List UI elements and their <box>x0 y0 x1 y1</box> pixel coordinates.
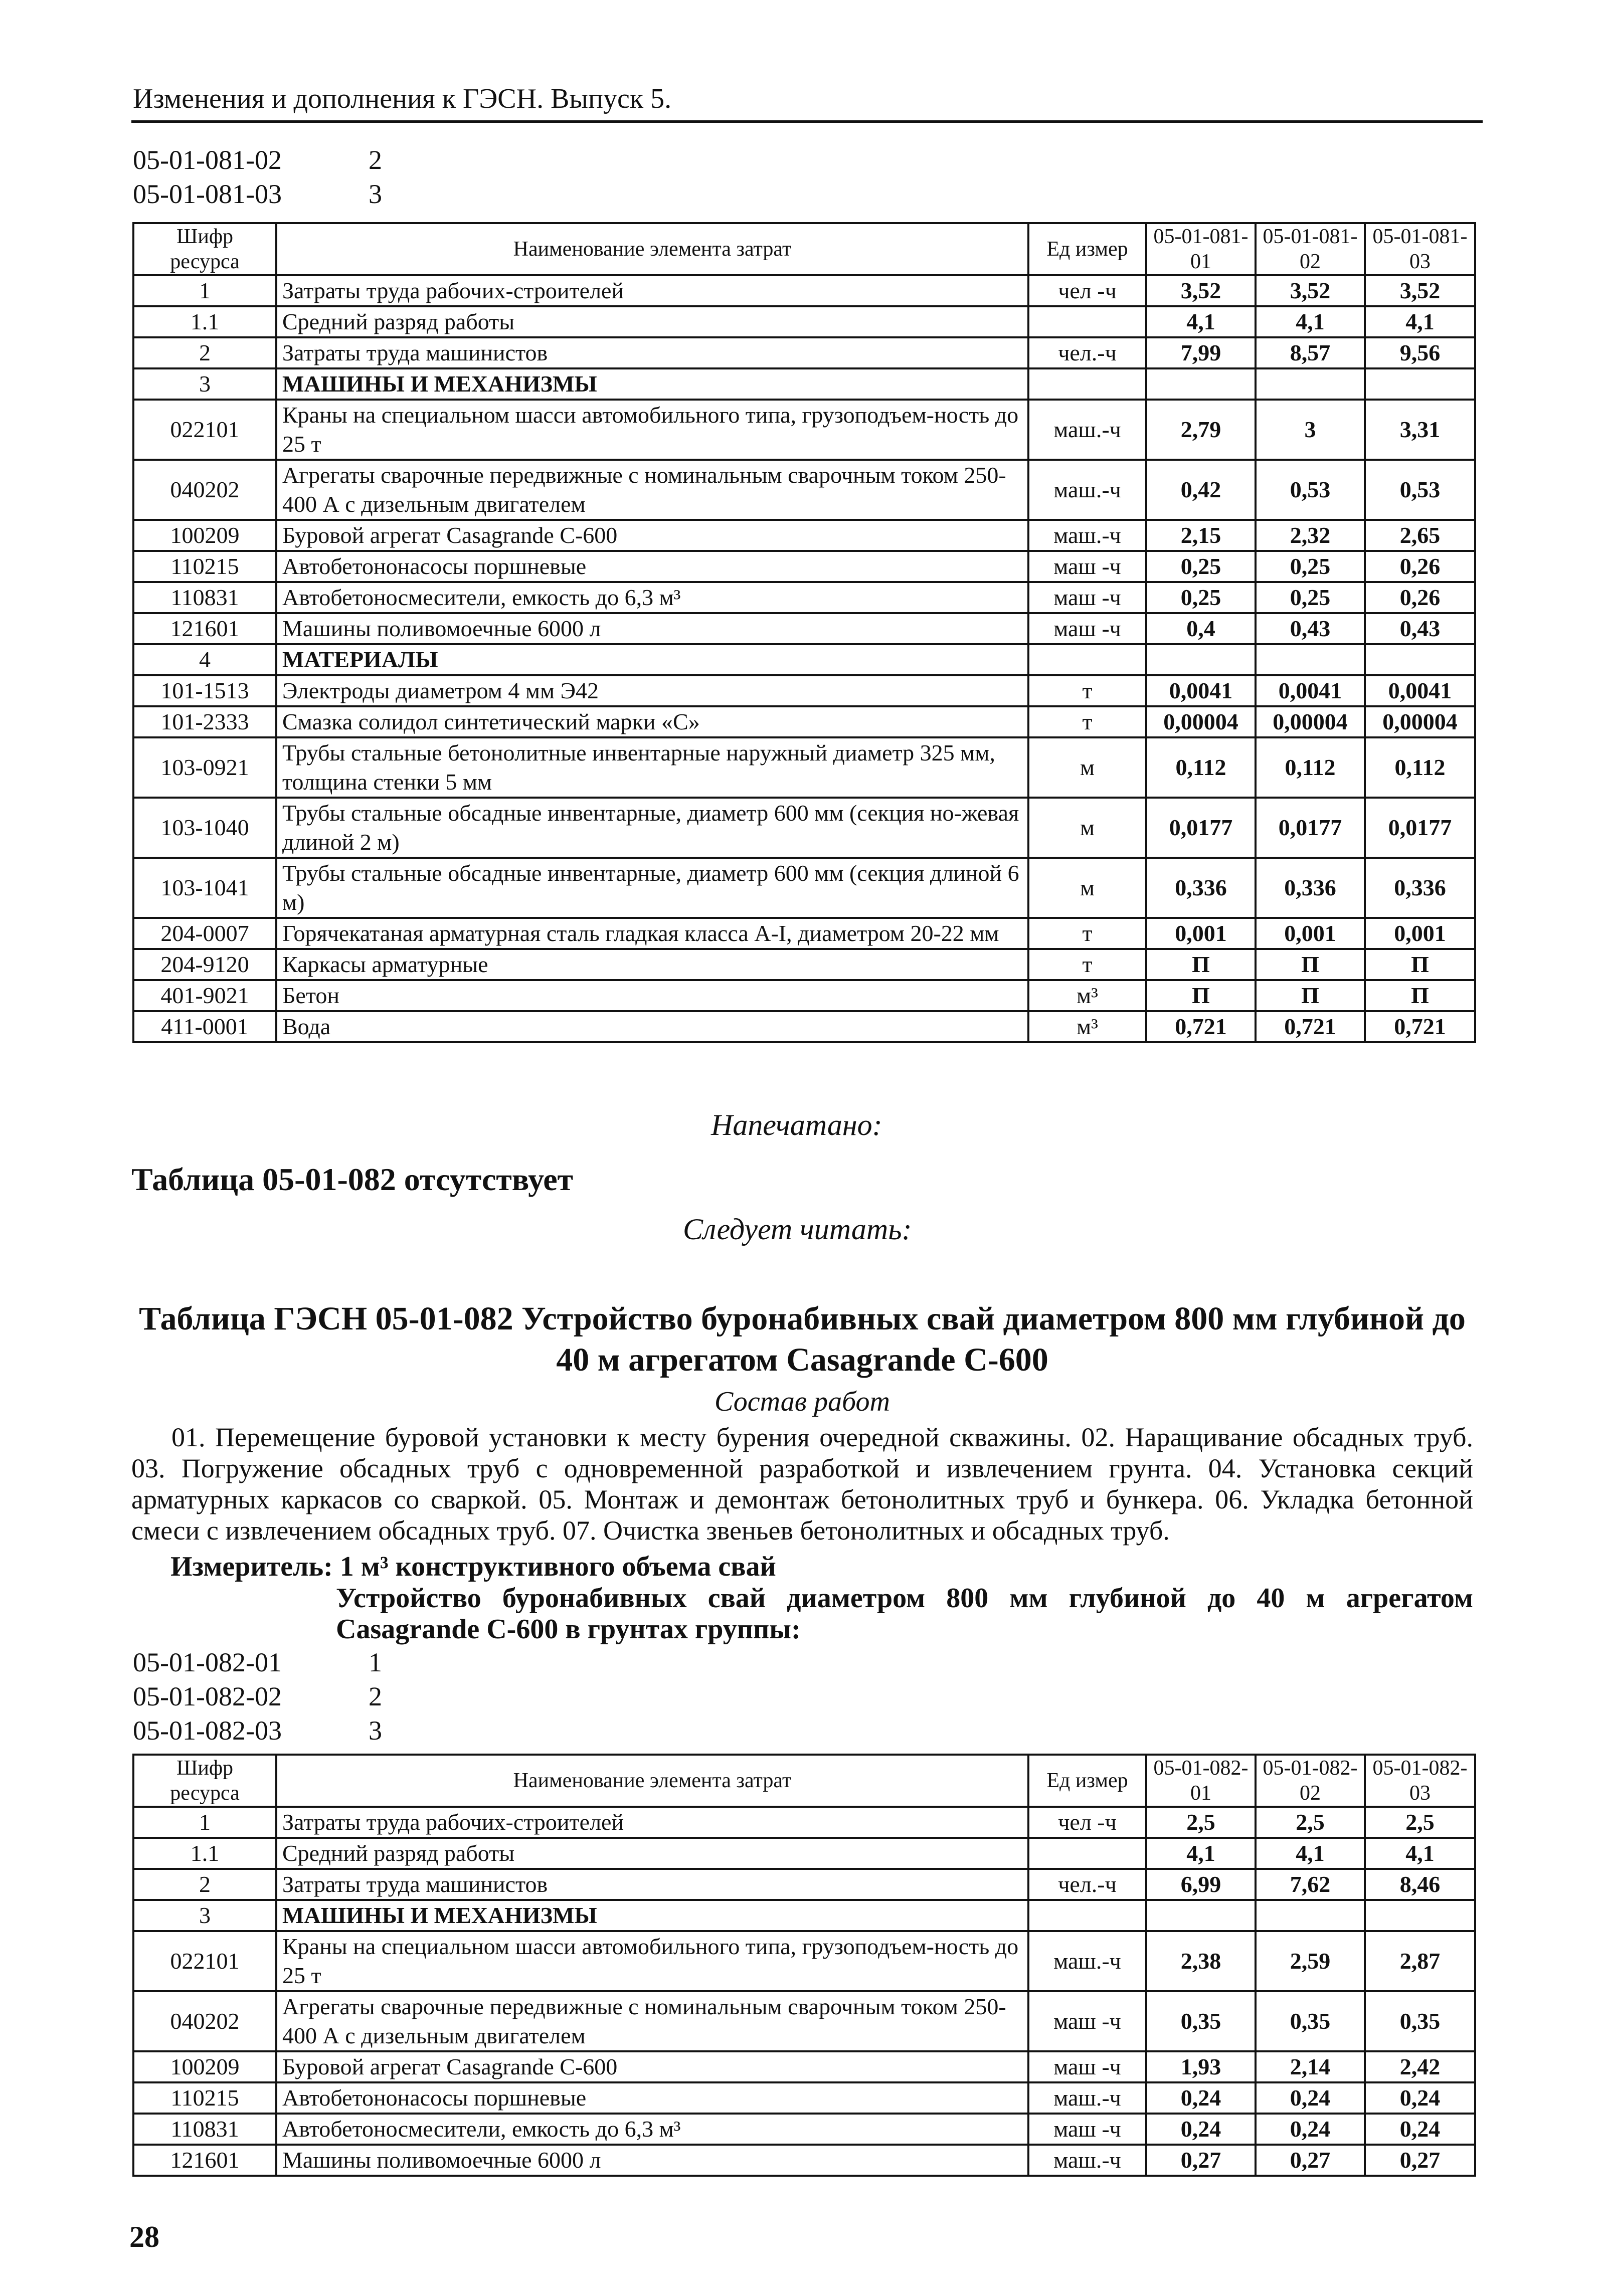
resource-code: 2 <box>133 1869 276 1900</box>
code-value: 05-01-082-03 <box>133 1715 282 1746</box>
value-col-1: 0,25 <box>1146 551 1256 582</box>
value-col-1: 0,27 <box>1146 2145 1256 2176</box>
resource-code: 110215 <box>133 551 276 582</box>
value-col-2: 0,112 <box>1256 737 1365 798</box>
table-row <box>133 798 1475 858</box>
resource-code: 1.1 <box>133 1838 276 1869</box>
table-row <box>133 980 1475 1011</box>
value-col-3: 0,26 <box>1365 582 1475 613</box>
resource-name: Средний разряд работы <box>276 306 1028 337</box>
table-row <box>133 2082 1475 2114</box>
table-row <box>133 306 1475 337</box>
value-col-2: 0,001 <box>1256 918 1365 949</box>
unit-cell <box>1028 644 1146 675</box>
value-col-2: 0,43 <box>1256 613 1365 644</box>
table-row <box>133 582 1475 613</box>
value-col-1 <box>1146 368 1256 400</box>
value-col-2: 7,62 <box>1256 1869 1365 1900</box>
unit-cell: маш.-ч <box>1028 1931 1146 1991</box>
unit-cell: м <box>1028 858 1146 918</box>
resource-code: 040202 <box>133 460 276 520</box>
code-value: 05-01-081-03 <box>133 179 282 209</box>
value-col-3: 2,42 <box>1365 2051 1475 2082</box>
value-col-1: 2,5 <box>1146 1807 1256 1838</box>
resource-name: Агрегаты сварочные передвижные с номинальным сварочным током 250-400 А с дизельным двигателем <box>276 460 1028 520</box>
header-rule <box>131 120 1483 123</box>
table-title: Таблица ГЭСН 05-01-082 Устройство буронабивных свай диаметром 800 мм глубиной до 40 м агрегатом Casagrande С-600 <box>139 1300 1466 1378</box>
unit-cell <box>1028 1838 1146 1869</box>
unit-cell: т <box>1028 949 1146 980</box>
resource-code: 022101 <box>133 400 276 460</box>
value-col-1: 0,00004 <box>1146 706 1256 737</box>
work-composition-text: 01. Перемещение буровой установки к месту бурения очередной скважины. 02. Наращивание обсадных труб. 03. Погружение обсадных труб с одновременной разработкой и извлечением грунта. 04. Установка секций арматурных каркасов со сваркой. 05. Монтаж и демонтаж бетонолитных труб и бункера. 06. Укладка бетонной смеси с извлечением обсадных труб. 07. Очистка звеньев бетонолитных и обсадных труб. <box>131 1422 1473 1546</box>
resource-code: 204-9120 <box>133 949 276 980</box>
table-row <box>133 1807 1475 1838</box>
resource-name: Краны на специальном шасси автомобильного типа, грузоподъем-ность до 25 т <box>276 400 1028 460</box>
value-col-2: 3,52 <box>1256 275 1365 306</box>
group-number: 3 <box>369 179 382 209</box>
value-col-1: 0,721 <box>1146 1011 1256 1042</box>
unit-cell: маш -ч <box>1028 1991 1146 2051</box>
header-col-3: 05-01-082-03 <box>1365 1755 1475 1807</box>
resource-name: Автобетоносмесители, емкость до 6,3 м³ <box>276 582 1028 613</box>
unit-cell: маш -ч <box>1028 551 1146 582</box>
unit-cell: т <box>1028 706 1146 737</box>
table-row <box>133 858 1475 918</box>
value-col-1: 2,38 <box>1146 1931 1256 1991</box>
unit-cell: маш.-ч <box>1028 400 1146 460</box>
value-col-1: П <box>1146 949 1256 980</box>
unit-cell: маш.-ч <box>1028 520 1146 551</box>
value-col-3: П <box>1365 949 1475 980</box>
value-col-2: 2,14 <box>1256 2051 1365 2082</box>
resource-code: 101-1513 <box>133 675 276 706</box>
unit-cell: чел -ч <box>1028 275 1146 306</box>
value-col-3: 0,27 <box>1365 2145 1475 2176</box>
resource-name: Смазка солидол синтетический марки «С» <box>276 706 1028 737</box>
resource-code: 1 <box>133 275 276 306</box>
table-row <box>133 1991 1475 2051</box>
value-col-1: 3,52 <box>1146 275 1256 306</box>
unit-cell: т <box>1028 675 1146 706</box>
resource-code: 040202 <box>133 1991 276 2051</box>
resource-name: Агрегаты сварочные передвижные с номинальным сварочным током 250-400 А с дизельным двигателем <box>276 1991 1028 2051</box>
value-col-3: 0,35 <box>1365 1991 1475 2051</box>
unit-cell: маш -ч <box>1028 2114 1146 2145</box>
value-col-3: 0,0041 <box>1365 675 1475 706</box>
value-col-1: 0,112 <box>1146 737 1256 798</box>
group-number: 1 <box>369 1647 382 1677</box>
value-col-3 <box>1365 368 1475 400</box>
unit-cell: чел -ч <box>1028 1807 1146 1838</box>
value-col-2: 0,25 <box>1256 551 1365 582</box>
resource-name: Бетон <box>276 980 1028 1011</box>
code-row <box>133 1713 382 1748</box>
resource-code: 3 <box>133 1900 276 1931</box>
value-col-3: 2,5 <box>1365 1807 1475 1838</box>
table-row <box>133 1838 1475 1869</box>
table-header-row <box>133 223 1475 275</box>
value-col-3: 3,52 <box>1365 275 1475 306</box>
table-body <box>133 1807 1475 2176</box>
value-col-2: 0,27 <box>1256 2145 1365 2176</box>
value-col-1: 0,42 <box>1146 460 1256 520</box>
printed-label: Напечатано: <box>711 1108 882 1141</box>
value-col-1: 4,1 <box>1146 306 1256 337</box>
table-body <box>133 275 1475 1042</box>
resource-name: Машины поливомоечные 6000 л <box>276 613 1028 644</box>
resource-name: Краны на специальном шасси автомобильного типа, грузоподъем-ность до 25 т <box>276 1931 1028 1991</box>
value-col-3: 3,31 <box>1365 400 1475 460</box>
resource-name: Трубы стальные обсадные инвентарные, диаметр 600 мм (секция длиной 6 м) <box>276 858 1028 918</box>
resource-name: Трубы стальные обсадные инвентарные, диаметр 600 мм (секция но-жевая длиной 2 м) <box>276 798 1028 858</box>
work-composition-title: Состав работ <box>715 1386 890 1417</box>
value-col-3: 8,46 <box>1365 1869 1475 1900</box>
resource-code: 103-1040 <box>133 798 276 858</box>
value-col-3: 2,65 <box>1365 520 1475 551</box>
section-row <box>133 1900 1475 1931</box>
section-row <box>133 644 1475 675</box>
value-col-3: 0,43 <box>1365 613 1475 644</box>
value-col-3: 0,00004 <box>1365 706 1475 737</box>
value-col-2: 0,0041 <box>1256 675 1365 706</box>
section-row <box>133 368 1475 400</box>
code-value: 05-01-082-02 <box>133 1681 282 1711</box>
value-col-1: 6,99 <box>1146 1869 1256 1900</box>
value-col-1: 2,15 <box>1146 520 1256 551</box>
value-col-1: 1,93 <box>1146 2051 1256 2082</box>
value-col-2: 2,5 <box>1256 1807 1365 1838</box>
value-col-2: 8,57 <box>1256 337 1365 368</box>
unit-cell: м <box>1028 798 1146 858</box>
value-col-3: П <box>1365 980 1475 1011</box>
table-row <box>133 2145 1475 2176</box>
unit-cell <box>1028 368 1146 400</box>
value-col-2: 2,59 <box>1256 1931 1365 1991</box>
value-col-1: 0,0177 <box>1146 798 1256 858</box>
resource-name: Автобетононасосы поршневые <box>276 551 1028 582</box>
unit-cell <box>1028 1900 1146 1931</box>
table-row <box>133 613 1475 644</box>
value-col-1 <box>1146 1900 1256 1931</box>
code-list-082 <box>133 1645 382 1748</box>
resource-code: 1 <box>133 1807 276 1838</box>
value-col-2: 0,24 <box>1256 2114 1365 2145</box>
value-col-2: 0,00004 <box>1256 706 1365 737</box>
header-col-1: 05-01-081-01 <box>1146 223 1256 275</box>
resource-name: Электроды диаметром 4 мм Э42 <box>276 675 1028 706</box>
group-number: 3 <box>369 1715 382 1746</box>
unit-cell <box>1028 306 1146 337</box>
value-col-3 <box>1365 1900 1475 1931</box>
resource-code: 110831 <box>133 582 276 613</box>
value-col-3 <box>1365 644 1475 675</box>
resource-table-082 <box>132 1754 1476 2177</box>
resource-code: 2 <box>133 337 276 368</box>
header-col-3: 05-01-081-03 <box>1365 223 1475 275</box>
unit-cell: м³ <box>1028 1011 1146 1042</box>
resource-code: 100209 <box>133 520 276 551</box>
value-col-2: 0,0177 <box>1256 798 1365 858</box>
code-row <box>133 143 382 177</box>
value-col-1: 7,99 <box>1146 337 1256 368</box>
value-col-2: 0,24 <box>1256 2082 1365 2114</box>
unit-cell: маш.-ч <box>1028 2082 1146 2114</box>
unit-cell: маш -ч <box>1028 582 1146 613</box>
value-col-2: П <box>1256 980 1365 1011</box>
value-col-1: 4,1 <box>1146 1838 1256 1869</box>
resource-name: Затраты труда машинистов <box>276 1869 1028 1900</box>
resource-name: Вода <box>276 1011 1028 1042</box>
unit-cell: м³ <box>1028 980 1146 1011</box>
resource-code: 101-2333 <box>133 706 276 737</box>
value-col-3: 0,721 <box>1365 1011 1475 1042</box>
value-col-3: 0,53 <box>1365 460 1475 520</box>
resource-name: Буровой агрегат Casagrande С-600 <box>276 520 1028 551</box>
resource-code: 121601 <box>133 613 276 644</box>
unit-cell: маш -ч <box>1028 613 1146 644</box>
table-row <box>133 1931 1475 1991</box>
resource-code: 103-1041 <box>133 858 276 918</box>
value-col-2 <box>1256 368 1365 400</box>
table-row <box>133 949 1475 980</box>
header-unit: Ед измер <box>1028 1755 1146 1807</box>
value-col-2: 4,1 <box>1256 306 1365 337</box>
resource-code: 4 <box>133 644 276 675</box>
resource-name: МАШИНЫ И МЕХАНИЗМЫ <box>276 1900 1028 1931</box>
table-row <box>133 1869 1475 1900</box>
value-col-1: П <box>1146 980 1256 1011</box>
unit-cell: маш.-ч <box>1028 460 1146 520</box>
top-code-list <box>133 143 382 211</box>
resource-code: 411-0001 <box>133 1011 276 1042</box>
value-col-2 <box>1256 1900 1365 1931</box>
value-col-3: 0,26 <box>1365 551 1475 582</box>
header-code: Шифр ресурса <box>133 223 276 275</box>
code-value: 05-01-082-01 <box>133 1647 282 1677</box>
value-col-1: 0,0041 <box>1146 675 1256 706</box>
resource-code: 100209 <box>133 2051 276 2082</box>
resource-name: Средний разряд работы <box>276 1838 1028 1869</box>
resource-name: Машины поливомоечные 6000 л <box>276 2145 1028 2176</box>
unit-cell: маш -ч <box>1028 2051 1146 2082</box>
resource-code: 401-9021 <box>133 980 276 1011</box>
resource-name: Затраты труда машинистов <box>276 337 1028 368</box>
page-number: 28 <box>129 2220 159 2253</box>
value-col-2: 0,53 <box>1256 460 1365 520</box>
value-col-2: 3 <box>1256 400 1365 460</box>
meter-line: Измеритель: 1 м³ конструктивного объема свай <box>170 1551 776 1582</box>
header-name: Наименование элемента затрат <box>276 223 1028 275</box>
resource-code: 022101 <box>133 1931 276 1991</box>
value-col-1: 0,336 <box>1146 858 1256 918</box>
value-col-3: 9,56 <box>1365 337 1475 368</box>
value-col-1 <box>1146 644 1256 675</box>
group-number: 2 <box>369 145 382 175</box>
value-col-1: 0,001 <box>1146 918 1256 949</box>
value-col-2: П <box>1256 949 1365 980</box>
table-header-row <box>133 1755 1475 1807</box>
table-row <box>133 2051 1475 2082</box>
code-value: 05-01-081-02 <box>133 145 282 175</box>
table-row <box>133 337 1475 368</box>
value-col-2: 0,25 <box>1256 582 1365 613</box>
read-as-label: Следует читать: <box>683 1213 912 1246</box>
value-col-2: 0,336 <box>1256 858 1365 918</box>
header-col-1: 05-01-082-01 <box>1146 1755 1256 1807</box>
resource-code: 103-0921 <box>133 737 276 798</box>
value-col-2 <box>1256 644 1365 675</box>
table-row <box>133 1011 1475 1042</box>
table-row <box>133 275 1475 306</box>
value-col-3: 4,1 <box>1365 306 1475 337</box>
resource-name: Автобетоносмесители, емкость до 6,3 м³ <box>276 2114 1028 2145</box>
resource-code: 121601 <box>133 2145 276 2176</box>
resource-name: Автобетононасосы поршневые <box>276 2082 1028 2114</box>
resource-name: Буровой агрегат Casagrande С-600 <box>276 2051 1028 2082</box>
resource-name: Затраты труда рабочих-строителей <box>276 1807 1028 1838</box>
value-col-3: 0,24 <box>1365 2114 1475 2145</box>
resource-name: МАШИНЫ И МЕХАНИЗМЫ <box>276 368 1028 400</box>
value-col-1: 2,79 <box>1146 400 1256 460</box>
value-col-1: 0,4 <box>1146 613 1256 644</box>
value-col-3: 0,112 <box>1365 737 1475 798</box>
value-col-1: 0,24 <box>1146 2082 1256 2114</box>
value-col-1: 0,35 <box>1146 1991 1256 2051</box>
value-col-1: 0,24 <box>1146 2114 1256 2145</box>
header-code: Шифр ресурса <box>133 1755 276 1807</box>
value-col-3: 0,001 <box>1365 918 1475 949</box>
resource-name: Затраты труда рабочих-строителей <box>276 275 1028 306</box>
header-name: Наименование элемента затрат <box>276 1755 1028 1807</box>
value-col-3: 0,336 <box>1365 858 1475 918</box>
table-row <box>133 520 1475 551</box>
header-col-2: 05-01-081-02 <box>1256 223 1365 275</box>
header-unit: Ед измер <box>1028 223 1146 275</box>
running-header: Изменения и дополнения к ГЭСН. Выпуск 5. <box>133 83 672 114</box>
group-caption: Устройство буронабивных свай диаметром 800 мм глубиной до 40 м агрегатом Casagrande С-600 в грунтах группы: <box>336 1583 1473 1645</box>
value-col-2: 2,32 <box>1256 520 1365 551</box>
resource-code: 3 <box>133 368 276 400</box>
table-row <box>133 460 1475 520</box>
unit-cell: т <box>1028 918 1146 949</box>
code-row <box>133 1645 382 1679</box>
header-col-2: 05-01-082-02 <box>1256 1755 1365 1807</box>
unit-cell: чел.-ч <box>1028 1869 1146 1900</box>
table-row <box>133 400 1475 460</box>
code-row <box>133 1679 382 1713</box>
table-row <box>133 2114 1475 2145</box>
missing-table-note: Таблица 05-01-082 отсутствует <box>131 1162 574 1197</box>
value-col-3: 0,24 <box>1365 2082 1475 2114</box>
unit-cell: м <box>1028 737 1146 798</box>
value-col-3: 0,0177 <box>1365 798 1475 858</box>
code-row <box>133 177 382 211</box>
resource-table-081 <box>132 222 1476 1043</box>
group-number: 2 <box>369 1681 382 1711</box>
table-row <box>133 737 1475 798</box>
resource-name: МАТЕРИАЛЫ <box>276 644 1028 675</box>
resource-name: Каркасы арматурные <box>276 949 1028 980</box>
value-col-2: 0,35 <box>1256 1991 1365 2051</box>
resource-code: 204-0007 <box>133 918 276 949</box>
unit-cell: чел.-ч <box>1028 337 1146 368</box>
unit-cell: маш.-ч <box>1028 2145 1146 2176</box>
resource-code: 1.1 <box>133 306 276 337</box>
value-col-3: 4,1 <box>1365 1838 1475 1869</box>
value-col-2: 0,721 <box>1256 1011 1365 1042</box>
resource-code: 110215 <box>133 2082 276 2114</box>
table-row <box>133 918 1475 949</box>
resource-name: Горячекатаная арматурная сталь гладкая класса А-I, диаметром 20-22 мм <box>276 918 1028 949</box>
table-row <box>133 706 1475 737</box>
value-col-1: 0,25 <box>1146 582 1256 613</box>
resource-name: Трубы стальные бетонолитные инвентарные наружный диаметр 325 мм, толщина стенки 5 мм <box>276 737 1028 798</box>
table-row <box>133 551 1475 582</box>
value-col-3: 2,87 <box>1365 1931 1475 1991</box>
table-row <box>133 675 1475 706</box>
resource-code: 110831 <box>133 2114 276 2145</box>
value-col-2: 4,1 <box>1256 1838 1365 1869</box>
